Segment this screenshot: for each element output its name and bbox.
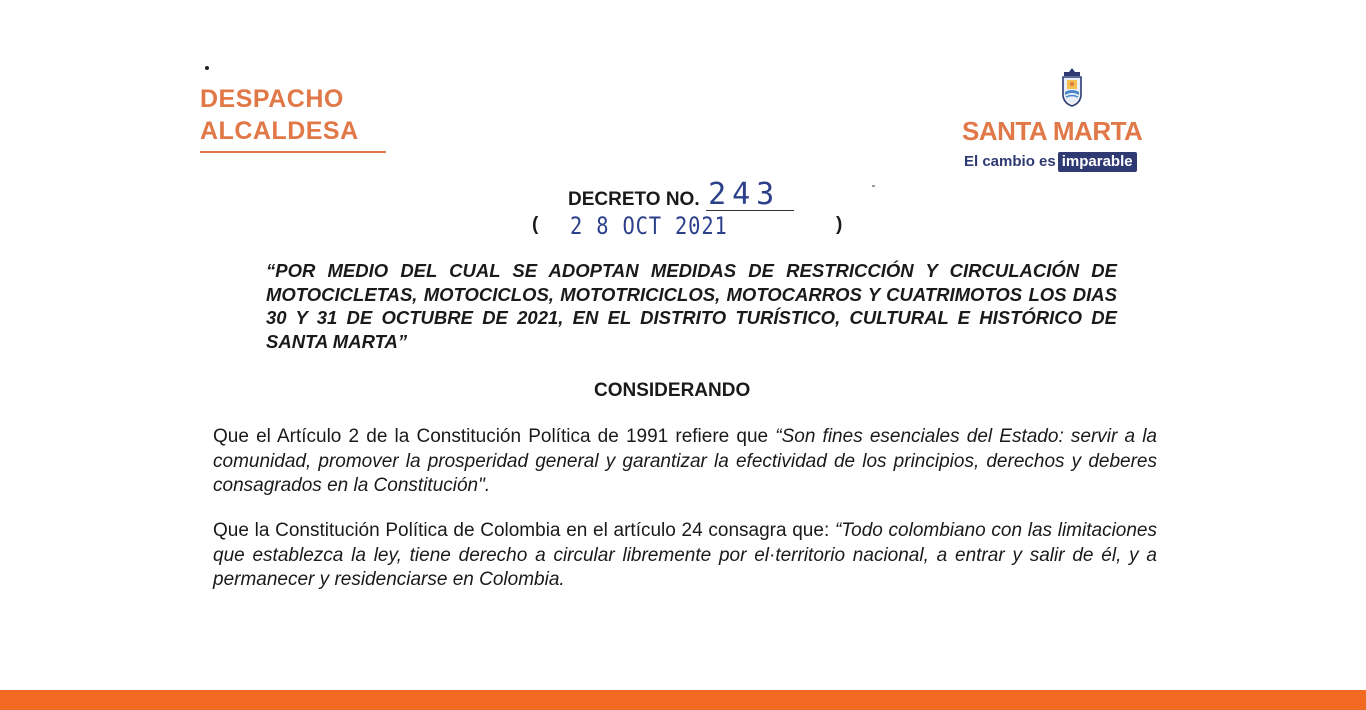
scan-speck <box>205 66 209 70</box>
section-heading <box>0 380 1366 402</box>
decree-title: “POR MEDIO DEL CUAL SE ADOPTAN MEDIDAS DE RESTRICCIÓN Y CIRCULACIÓN DE MOTOCICLETAS, MOTOCICLOS, MOTOTRICICLOS, MOTOCARROS Y CUATRIMOTOS LOS DIAS 30 Y 31 DE OCTUBRE DE 2021, EN EL DISTRITO TURÍSTICO, CULTURAL E HISTÓRICO DE SANTA MARTA” <box>266 260 1117 352</box>
paragraph-1 <box>213 425 1157 499</box>
considerando-label: CONSIDERANDO <box>594 380 751 401</box>
decree-date-line <box>532 214 852 244</box>
santa-marta-logo <box>960 62 1180 177</box>
slogan <box>964 152 1137 172</box>
paragraph-2-quote: “Todo colombiano con las limitaciones que establezca la ley, tiene derecho a circular libremente por el·territorio nacional, a entrar y salir de él, y a permanecer y residenciarse en Colombia. <box>213 520 1158 590</box>
despacho-underline <box>200 151 386 153</box>
slogan-tag: imparable <box>1058 152 1137 172</box>
scan-mark <box>872 185 875 187</box>
paragraph-2 <box>213 519 1157 593</box>
date-paren-open: ( <box>532 214 539 235</box>
bottom-accent-bar <box>0 690 1366 710</box>
decree-label: DECRETO NO. <box>568 189 700 210</box>
date-paren-close: ) <box>836 214 843 235</box>
decree-date-stamp: 2 8 OCT 2021 <box>570 212 728 240</box>
despacho-line-1: DESPACHO <box>200 85 344 113</box>
paragraph-2-text: Que la Constitución Política de Colombia en el artículo 24 consagra que: <box>213 520 835 541</box>
despacho-header <box>200 83 390 153</box>
decree-number: 243 <box>706 180 794 211</box>
slogan-text: El cambio es <box>964 153 1056 170</box>
paragraph-1-quote: “Son fines esenciales del Estado: servir a la comunidad, promover la prosperidad general y garantizar la efectividad de los principios, derechos y deberes consagrados en la Constitución". <box>213 426 1157 496</box>
brand-name: SANTA MARTA <box>962 116 1143 146</box>
city-crest-icon <box>1058 66 1086 108</box>
paragraph-1-text: Que el Artículo 2 de la Constitución Política de 1991 refiere que <box>213 426 776 447</box>
despacho-line-2: ALCALDESA <box>200 117 359 145</box>
decree-number-line <box>568 177 794 214</box>
